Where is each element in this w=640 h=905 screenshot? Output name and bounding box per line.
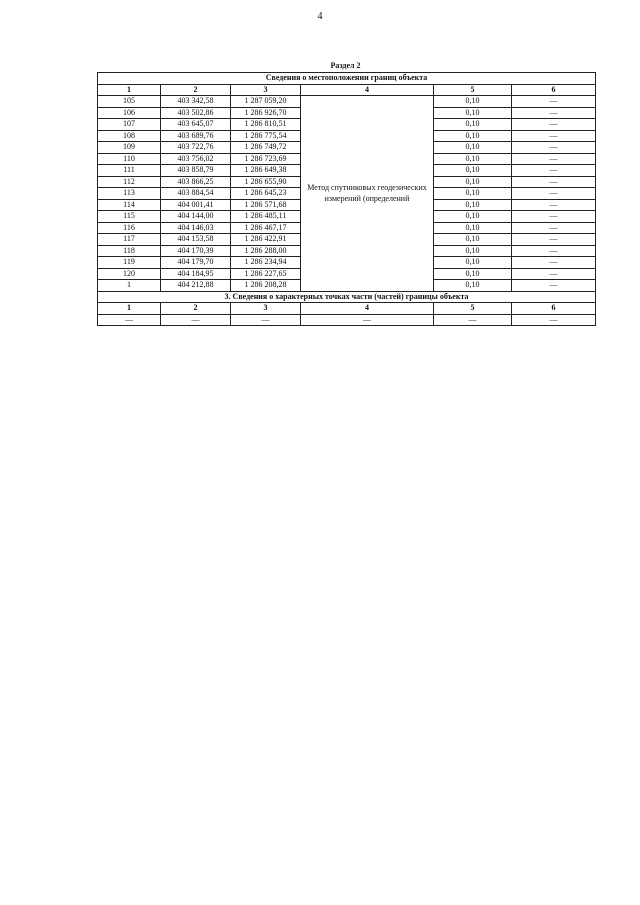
description-cell: — [512, 234, 596, 246]
column-header: 4 [301, 84, 434, 96]
precision-cell: 0,10 [434, 268, 512, 280]
point-number-cell: 108 [98, 130, 161, 142]
coordinate-x-cell: 404 153,58 [161, 234, 231, 246]
point-number-cell: 111 [98, 165, 161, 177]
coordinate-x-cell: 403 342,58 [161, 96, 231, 108]
precision-cell: 0,10 [434, 222, 512, 234]
column-header: 1 [98, 84, 161, 96]
coordinate-x-cell: 404 179,70 [161, 257, 231, 269]
column-header: 2 [161, 303, 231, 315]
precision-cell: 0,10 [434, 107, 512, 119]
table-cell: — [98, 314, 161, 326]
table-cell: — [512, 314, 596, 326]
table2-header-row [98, 303, 596, 315]
precision-cell: 0,10 [434, 153, 512, 165]
precision-cell: 0,10 [434, 96, 512, 108]
description-cell: — [512, 107, 596, 119]
description-cell: — [512, 245, 596, 257]
point-number-cell: 110 [98, 153, 161, 165]
coordinate-y-cell: 1 287 059,20 [231, 96, 301, 108]
precision-cell: 0,10 [434, 176, 512, 188]
table2-caption-row [98, 291, 596, 303]
boundary-table [97, 72, 596, 326]
coordinate-x-cell: 403 645,07 [161, 119, 231, 131]
method-cell: Метод спутниковых геодезических измерений (определений [301, 96, 434, 292]
point-number-cell: 107 [98, 119, 161, 131]
coordinate-x-cell: 404 170,39 [161, 245, 231, 257]
page-number: 4 [317, 11, 323, 22]
coordinate-x-cell: 403 756,02 [161, 153, 231, 165]
point-number-cell: 118 [98, 245, 161, 257]
description-cell: — [512, 257, 596, 269]
point-number-cell: 1 [98, 280, 161, 292]
column-header: 5 [434, 84, 512, 96]
table2-caption: 3. Сведения о характерных точках части (частей) границы объекта [98, 291, 596, 303]
description-cell: — [512, 96, 596, 108]
column-header: 4 [301, 303, 434, 315]
point-number-cell: 115 [98, 211, 161, 223]
description-cell: — [512, 280, 596, 292]
table1-header-row [98, 84, 596, 96]
table1-caption-row [98, 73, 596, 85]
coordinate-x-cell: 404 212,88 [161, 280, 231, 292]
point-number-cell: 113 [98, 188, 161, 200]
coordinate-x-cell: 404 184,95 [161, 268, 231, 280]
description-cell: — [512, 188, 596, 200]
coordinate-x-cell: 403 502,86 [161, 107, 231, 119]
description-cell: — [512, 268, 596, 280]
point-number-cell: 119 [98, 257, 161, 269]
description-cell: — [512, 119, 596, 131]
description-cell: — [512, 142, 596, 154]
column-header: 2 [161, 84, 231, 96]
point-number-cell: 105 [98, 96, 161, 108]
precision-cell: 0,10 [434, 257, 512, 269]
precision-cell: 0,10 [434, 130, 512, 142]
column-header: 6 [512, 303, 596, 315]
coordinate-y-cell: 1 286 288,00 [231, 245, 301, 257]
coordinate-x-cell: 403 884,54 [161, 188, 231, 200]
description-cell: — [512, 211, 596, 223]
column-header: 3 [231, 84, 301, 96]
precision-cell: 0,10 [434, 211, 512, 223]
coordinate-y-cell: 1 286 723,69 [231, 153, 301, 165]
coordinate-x-cell: 403 722,76 [161, 142, 231, 154]
point-number-cell: 109 [98, 142, 161, 154]
precision-cell: 0,10 [434, 245, 512, 257]
point-number-cell: 120 [98, 268, 161, 280]
point-number-cell: 106 [98, 107, 161, 119]
table-cell: — [161, 314, 231, 326]
column-header: 3 [231, 303, 301, 315]
coordinate-y-cell: 1 286 467,17 [231, 222, 301, 234]
point-number-cell: 114 [98, 199, 161, 211]
precision-cell: 0,10 [434, 142, 512, 154]
table-cell: — [301, 314, 434, 326]
coordinate-x-cell: 404 144,00 [161, 211, 231, 223]
coordinate-y-cell: 1 286 645,23 [231, 188, 301, 200]
coordinate-y-cell: 1 286 649,38 [231, 165, 301, 177]
column-header: 6 [512, 84, 596, 96]
precision-cell: 0,10 [434, 165, 512, 177]
description-cell: — [512, 199, 596, 211]
coordinate-x-cell: 403 858,79 [161, 165, 231, 177]
description-cell: — [512, 130, 596, 142]
table-row [98, 314, 596, 326]
precision-cell: 0,10 [434, 119, 512, 131]
description-cell: — [512, 222, 596, 234]
table-cell: — [231, 314, 301, 326]
column-header: 5 [434, 303, 512, 315]
coordinate-x-cell: 404 001,41 [161, 199, 231, 211]
description-cell: — [512, 165, 596, 177]
coordinate-y-cell: 1 286 422,91 [231, 234, 301, 246]
coordinate-x-cell: 403 866,25 [161, 176, 231, 188]
coordinate-y-cell: 1 286 227,65 [231, 268, 301, 280]
coordinate-y-cell: 1 286 571,68 [231, 199, 301, 211]
point-number-cell: 116 [98, 222, 161, 234]
description-cell: — [512, 153, 596, 165]
coordinate-y-cell: 1 286 208,28 [231, 280, 301, 292]
precision-cell: 0,10 [434, 280, 512, 292]
point-number-cell: 117 [98, 234, 161, 246]
coordinate-y-cell: 1 286 926,70 [231, 107, 301, 119]
table-row [98, 96, 596, 108]
column-header: 1 [98, 303, 161, 315]
coordinate-y-cell: 1 286 234,94 [231, 257, 301, 269]
coordinate-x-cell: 404 146,03 [161, 222, 231, 234]
table-cell: — [434, 314, 512, 326]
section-title: Раздел 2 [330, 61, 361, 70]
coordinate-y-cell: 1 286 485,11 [231, 211, 301, 223]
coordinate-y-cell: 1 286 749,72 [231, 142, 301, 154]
table1-caption: Сведения о местоположении границ объекта [98, 73, 596, 85]
coordinate-x-cell: 403 689,76 [161, 130, 231, 142]
precision-cell: 0,10 [434, 199, 512, 211]
coordinate-y-cell: 1 286 655,90 [231, 176, 301, 188]
coordinate-y-cell: 1 286 775,54 [231, 130, 301, 142]
coordinate-y-cell: 1 286 810,51 [231, 119, 301, 131]
point-number-cell: 112 [98, 176, 161, 188]
description-cell: — [512, 176, 596, 188]
precision-cell: 0,10 [434, 188, 512, 200]
precision-cell: 0,10 [434, 234, 512, 246]
